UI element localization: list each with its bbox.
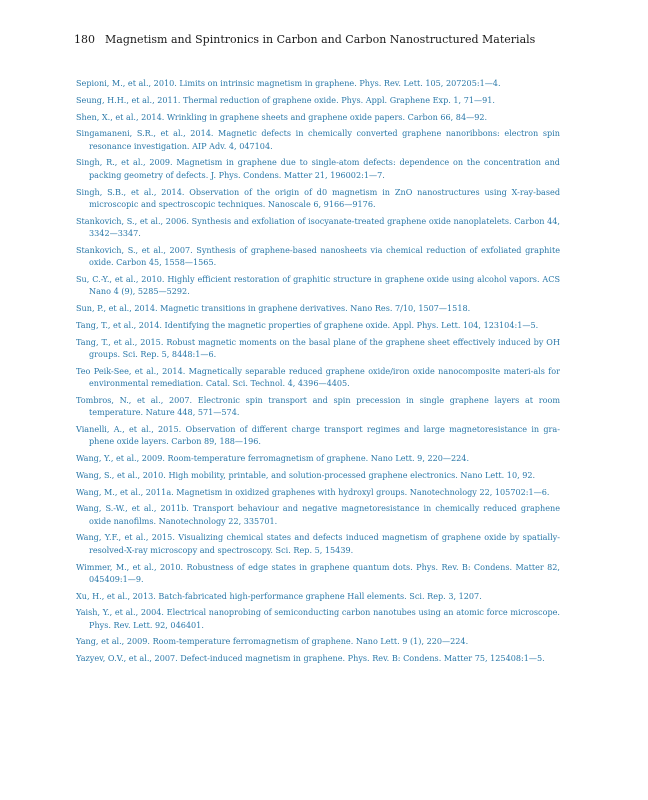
reference-item: Wang, S., et al., 2010. High mobility, printable, and solution-processed graphene electronics. Nano Lett. 10, 92. xyxy=(76,469,536,480)
reference-item: Sepioni, M., et al., 2010. Limits on intrinsic magnetism in graphene. Phys. Rev. Lett. 105, 207205:1—4. xyxy=(76,78,501,88)
reference-item: Wang, S.-W., et al., 2011b. Transport behaviour and negative magnetoresistance in chemically reduced graphene oxide nanofilms. Nanotechnology 22, 335701. xyxy=(76,503,560,526)
reference-item: Tang, T., et al., 2014. Identifying the magnetic properties of graphene oxide. Appl. Phys. Lett. 104, 123104:1—5. xyxy=(76,319,539,330)
reference-item: Singh, R., et al., 2009. Magnetism in graphene due to single-atom defects: dependence on the concentration and packing geometry of defects. J. Phys. Condens. Matter 21, 196002:1—7. xyxy=(76,157,560,180)
reference-item: Stankovich, S., et al., 2006. Synthesis and exfoliation of isocyanate-treated graphene oxide nanoplatelets. Carbon 44, 3342—3347. xyxy=(76,215,560,238)
reference-item: Su, C.-Y., et al., 2010. Highly efficient restoration of graphitic structure in graphene oxide using alcohol vapors. ACS Nano 4 (9), 5285—5292. xyxy=(76,273,560,297)
reference-item: Stankovich, S., et al., 2007. Synthesis of graphene-based nanosheets via chemical reduction of exfoliated graphite oxide. Carbon 45, 1558—1565. xyxy=(76,244,560,268)
page-number: 180 xyxy=(74,33,95,46)
book-title: Magnetism and Spintronics in Carbon and Carbon Nanostructured Materials xyxy=(105,33,536,46)
reference-list xyxy=(76,77,560,669)
reference-item: Shen, X., et al., 2014. Wrinkling in graphene sheets and graphene oxide papers. Carbon 66, 84—92. xyxy=(76,111,488,122)
reference-item: Xu, H., et al., 2013. Batch-fabricated high-performance graphene Hall elements. Sci. Rep. 3, 1207. xyxy=(76,590,482,601)
running-header xyxy=(74,33,535,46)
reference-item: Seung, H.H., et al., 2011. Thermal reduction of graphene oxide. Phys. Appl. Graphene Exp. 1, 71—91. xyxy=(76,94,495,105)
reference-item: Singamaneni, S.R., et al., 2014. Magnetic defects in chemically converted graphene nanoribbons: electron spin resonance investigation. AIP Adv. 4, 047104. xyxy=(76,128,560,151)
reference-item: Sun, P., et al., 2014. Magnetic transitions in graphene derivatives. Nano Res. 7/10, 1507—1518. xyxy=(76,302,471,313)
reference-item: Yang, et al., 2009. Room-temperature ferromagnetism of graphene. Nano Lett. 9 (1), 220—224. xyxy=(76,636,469,647)
reference-item: Wang, Y., et al., 2009. Room-temperature ferromagnetism of graphene. Nano Lett. 9, 220—224. xyxy=(76,452,470,463)
reference-item: Teo Peik-See, et al., 2014. Magnetically separable reduced graphene oxide/iron oxide nanocomposite materi-als for environmental remediation. Catal. Sci. Technol. 4, 4396—4405. xyxy=(76,365,560,388)
reference-item: Yazyev, O.V., et al., 2007. Defect-induced magnetism in graphene. Phys. Rev. B: Condens. Matter 75, 125408:1—5. xyxy=(76,653,545,664)
reference-item: Tombros, N., et al., 2007. Electronic spin transport and spin precession in single graphene layers at room temperature. Nature 448, 571—574. xyxy=(76,394,560,418)
reference-item: Wimmer, M., et al., 2010. Robustness of edge states in graphene quantum dots. Phys. Rev. B: Condens. Matter 82, 045409:1—9. xyxy=(76,561,560,584)
reference-item: Yaish, Y., et al., 2004. Electrical nanoprobing of semiconducting carbon nanotubes using an atomic force microscope. Phys. Rev. Lett. 92, 046401. xyxy=(76,607,560,630)
reference-item: Wang, Y.F., et al., 2015. Visualizing chemical states and defects induced magnetism of graphene oxide by spatially-resolved-X-ray microscopy and spectroscopy. Sci. Rep. 5, 15439. xyxy=(76,532,560,555)
reference-item: Singh, S.B., et al., 2014. Observation of the origin of d0 magnetism in ZnO nanostructures using X-ray-based microscopic and spectroscopic techniques. Nanoscale 6, 9166—9176. xyxy=(76,186,560,209)
reference-item: Wang, M., et al., 2011a. Magnetism in oxidized graphenes with hydroxyl groups. Nanotechnology 22, 105702:1—6. xyxy=(76,486,550,497)
reference-item: Tang, T., et al., 2015. Robust magnetic moments on the basal plane of the graphene sheet effectively induced by OH groups. Sci. Rep. 5, 8448:1—6. xyxy=(76,336,560,359)
reference-item: Vianelli, A., et al., 2015. Observation of different charge transport regimes and large magnetoresistance in gra-phene oxide layers. Carbon 89, 188—196. xyxy=(76,423,560,447)
